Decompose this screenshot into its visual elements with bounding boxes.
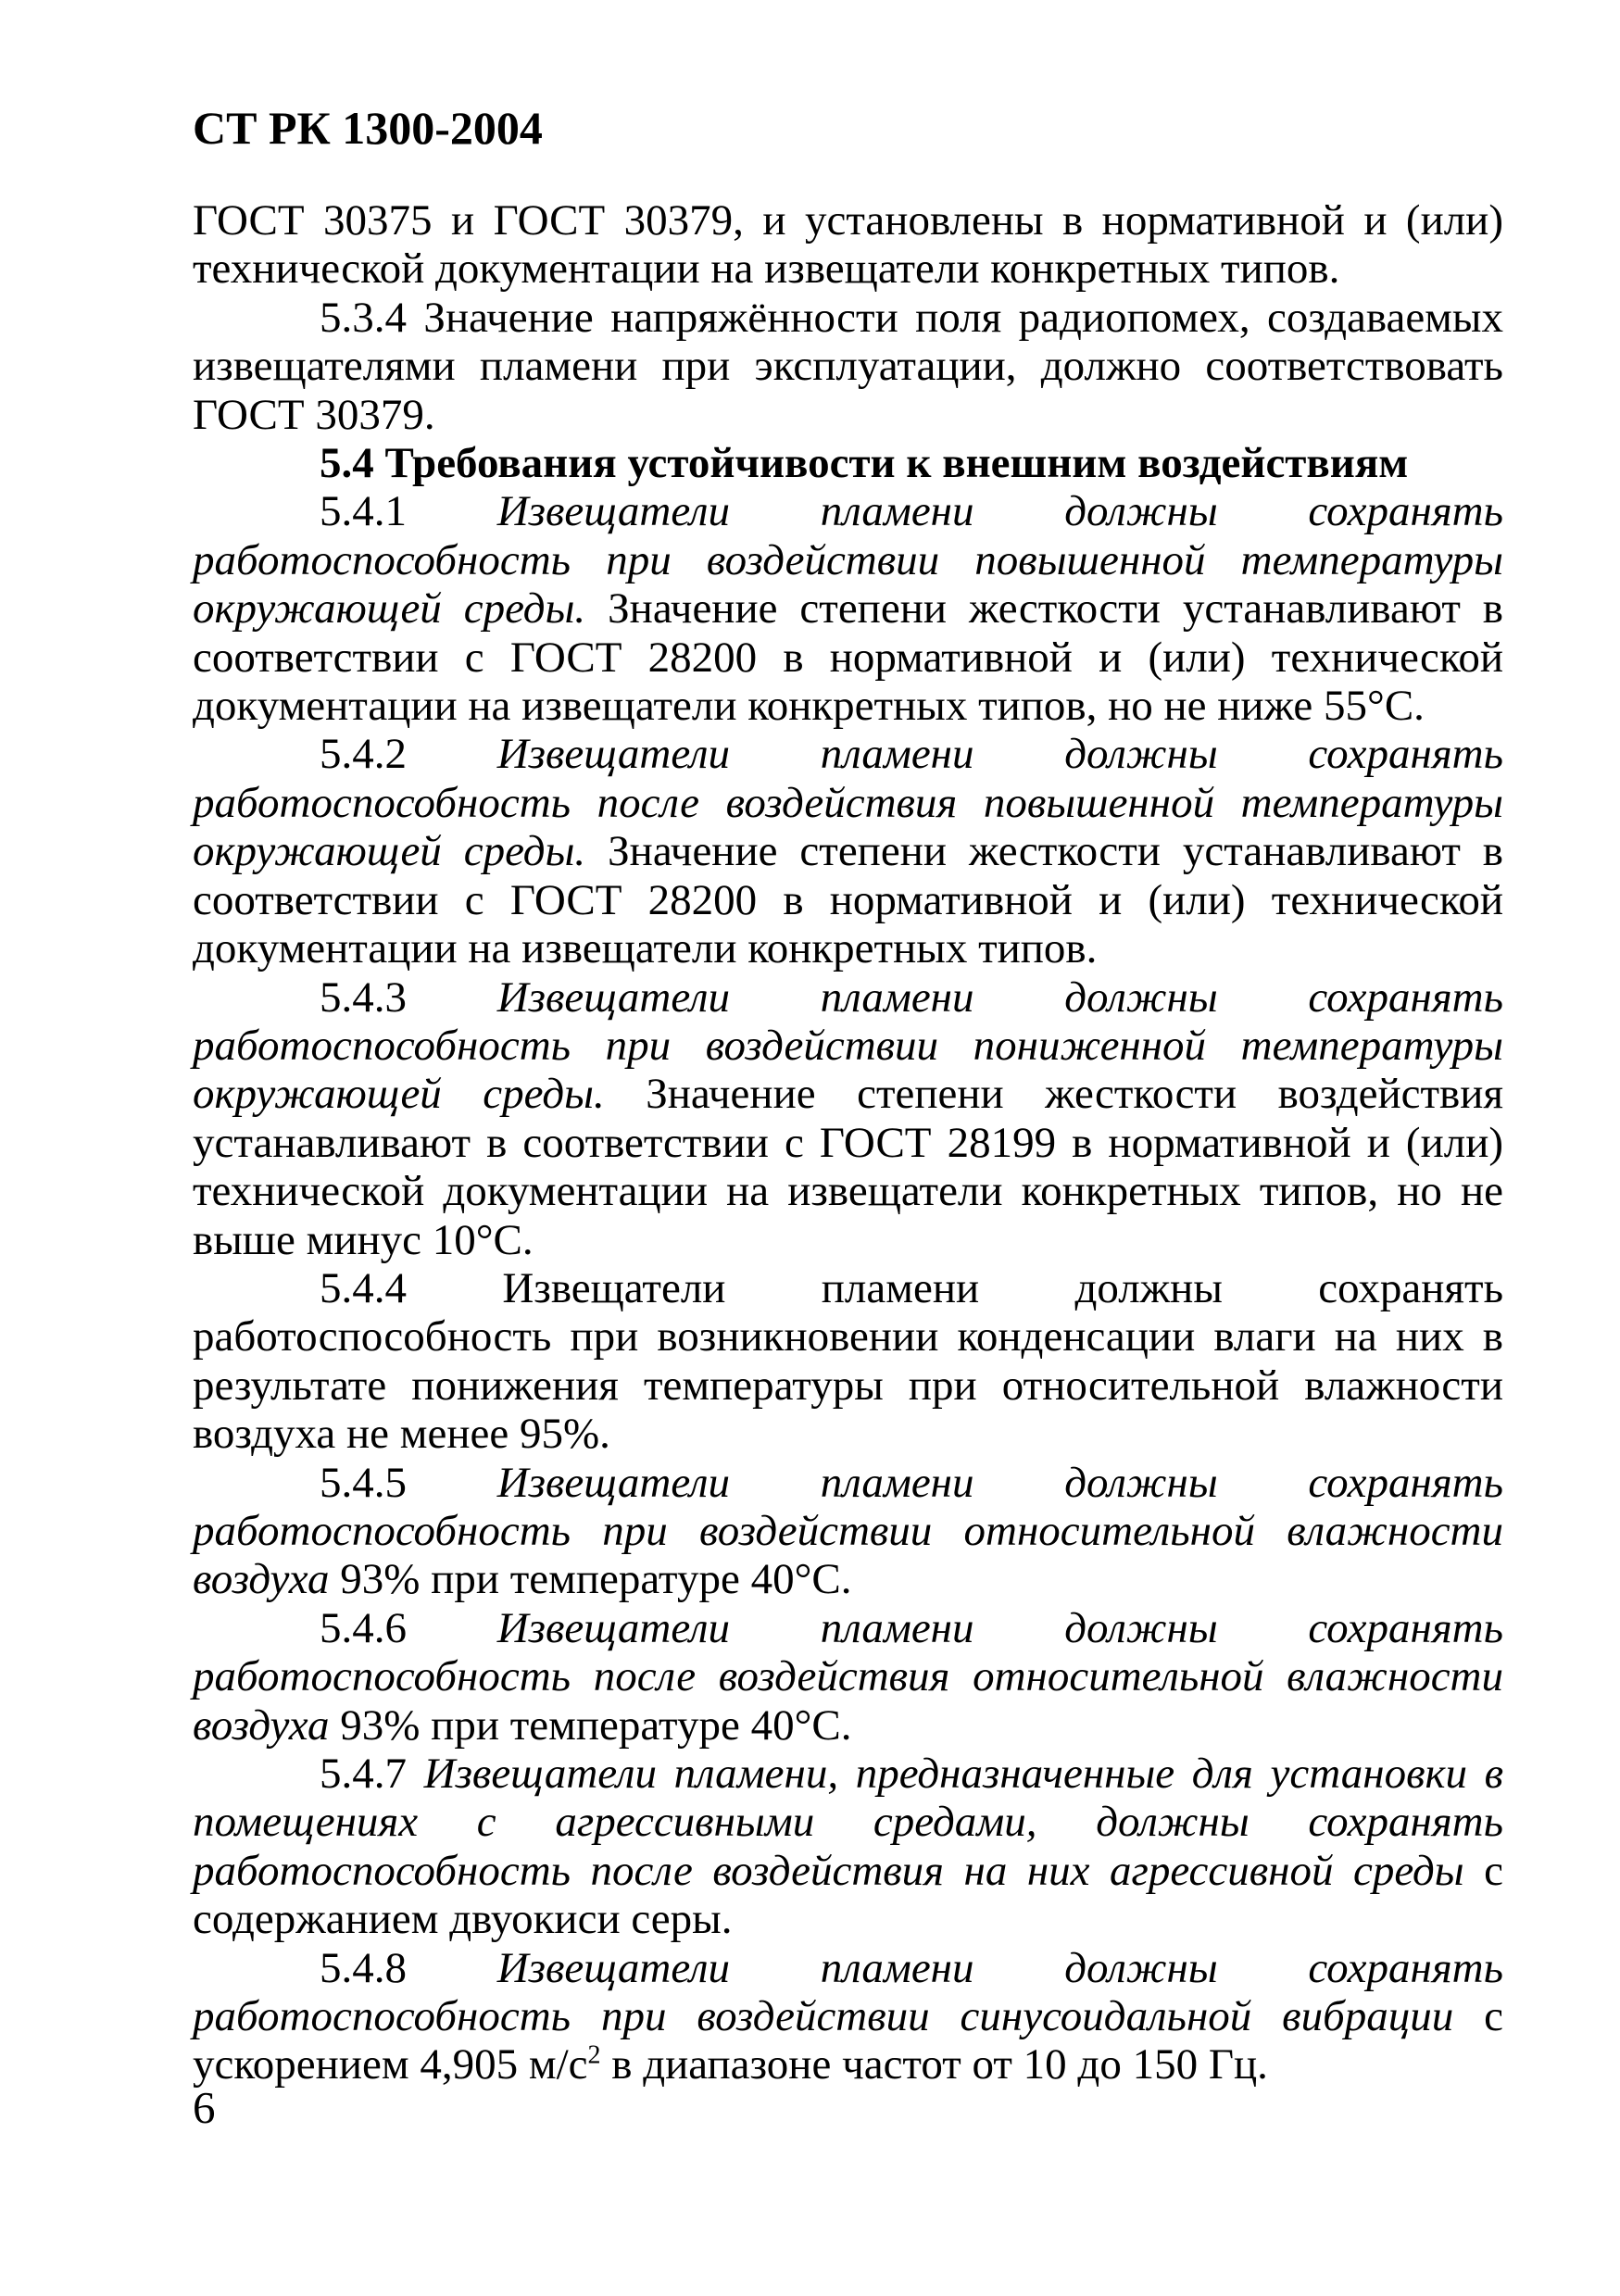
clause-requirement: Извещатели пламени должны сохранять работоспособность при воздействии пониженной температуры окружающей среды. (193, 972, 1503, 1119)
paragraph-5-4-4 (193, 1264, 1503, 1459)
clause-number: 5.4.8 (320, 1943, 407, 1992)
clause-requirement: Извещатели пламени должны сохранять работоспособность после воздействия относительной влажности воздуха (193, 1603, 1503, 1750)
clause-number: 5.4.7 (320, 1750, 407, 1798)
paragraph-text: ГОСТ 30375 и ГОСТ 30379, и установлены в нормативной и (или) технической документации на извещатели конкретных типов. (193, 196, 1503, 294)
paragraph-5-4-5 (193, 1459, 1503, 1604)
clause-details: Значение степени жесткости воздействия устанавливают в соответствии с ГОСТ 28199 в нормативной и (или) технической документации на извещатели конкретных типов, но не выше минус 10°С. (193, 1070, 1503, 1264)
clause-details: 93% при температуре 40°С. (340, 1700, 852, 1750)
paragraph-continuation (193, 196, 1503, 294)
clause-details: Значение степени жесткости устанавливают в соответствии с ГОСТ 28200 в нормативной и (или) технической документации на извещатели конкретных типов, но не ниже 55°С. (193, 584, 1503, 731)
clause-requirement: Извещатели пламени должны сохранять работоспособность после воздействия повышенной температуры окружающей среды. (193, 730, 1503, 876)
clause-details: с ускорением 4,905 м/с (193, 1992, 1504, 2089)
clause-number: 5.4.2 (320, 730, 407, 779)
clause-number: 5.4.5 (320, 1458, 407, 1507)
clause-number: 5.4.3 (320, 972, 407, 1022)
clause-requirement: Извещатели пламени, предназначенные для установки в помещениях с агрессивными средами, должны сохранять работоспособность после воздействия на них агрессивной среды (193, 1750, 1504, 1895)
paragraph-5-4-3 (193, 973, 1503, 1264)
document-body (193, 196, 1503, 2089)
document-header (193, 100, 543, 156)
unit-exponent: 2 (587, 2040, 601, 2070)
paragraph-5-3-4 (193, 294, 1503, 439)
paragraph-5-4-1 (193, 487, 1503, 730)
clause-requirement: Извещатели пламени должны сохранять работоспособность при воздействии синусоидальной вибрации (193, 1943, 1503, 2041)
page-number-value: 6 (193, 2082, 216, 2133)
page-number (193, 2082, 216, 2134)
standard-designation: СТ РК 1300-2004 (193, 102, 543, 154)
paragraph-5-4-6 (193, 1604, 1503, 1750)
paragraph-5-4-7 (193, 1750, 1503, 1944)
clause-requirement: Извещатели пламени должны сохранять работоспособность при воздействии относительной влажности воздуха (193, 1458, 1503, 1604)
clause-details-tail: в диапазоне частот от 10 до 150 Гц. (611, 2040, 1268, 2089)
clause-number: 5.4.1 (320, 487, 407, 536)
paragraph-text: 5.3.4 Значение напряжённости поля радиопомех, создаваемых извещателями пламени при эксплуатации, должно соответствовать ГОСТ 30379. (193, 293, 1503, 439)
section-heading-text: 5.4 Требования устойчивости к внешним воздействиям (320, 439, 1409, 488)
section-heading-5-4 (193, 439, 1503, 487)
clause-number: 5.4.6 (320, 1603, 407, 1652)
paragraph-5-4-2 (193, 730, 1503, 972)
clause-details: Значение степени жесткости устанавливают в соответствии с ГОСТ 28200 в нормативной и (или) технической документации на извещатели конкретных типов. (193, 827, 1503, 973)
clause-requirement: Извещатели пламени должны сохранять работоспособность при воздействии повышенной температуры окружающей среды. (193, 487, 1503, 634)
paragraph-5-4-8 (193, 1944, 1503, 2089)
clause-details: 93% при температуре 40°С. (340, 1555, 852, 1604)
paragraph-text: 5.4.4 Извещатели пламени должны сохранять работоспособность при возникновении конденсации влаги на них в результате понижения температуры при относительной влажности воздуха не менее 95%. (193, 1263, 1503, 1459)
clause-details: с содержанием двуокиси серы. (193, 1846, 1503, 1944)
